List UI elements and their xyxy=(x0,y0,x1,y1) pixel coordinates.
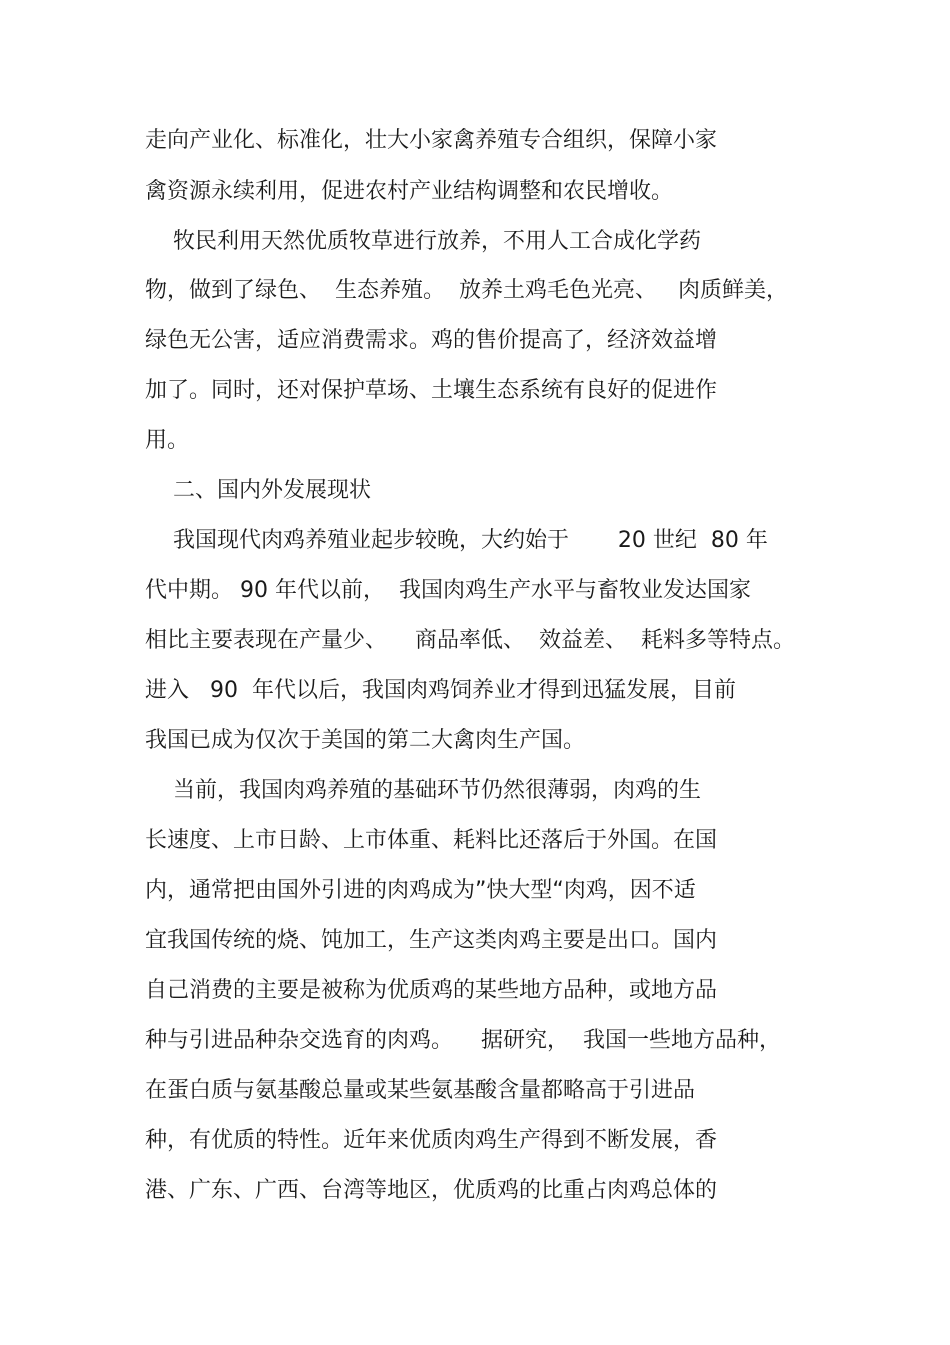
text-line: 我国已成为仅次于美国的第二大禽肉生产国。 xyxy=(145,728,586,753)
text-line: 绿色无公害，适应消费需求。鸡的售价提高了，经济效益增 xyxy=(145,328,718,353)
text-line: 在蛋白质与氨基酸总量或某些氨基酸含量都略高于引进品 xyxy=(145,1078,696,1103)
text-line: 自己消费的主要是被称为优质鸡的某些地方品种，或地方品 xyxy=(145,978,718,1003)
text-line: 宜我国传统的烧、饨加工，生产这类肉鸡主要是出口。国内 xyxy=(145,928,718,953)
text-line: 牧民利用天然优质牧草进行放养，不用人工合成化学药 xyxy=(145,229,701,254)
text-line: 加了。同时，还对保护草场、土壤生态系统有良好的促进作 xyxy=(145,378,718,403)
text-line: 种，有优质的特性。近年来优质肉鸡生产得到不断发展，香 xyxy=(145,1128,718,1153)
text-line: 相比主要表现在产量少、 商品率低、 效益差、 耗料多等特点。 xyxy=(145,628,795,653)
text-line: 禽资源永续利用，促进农村产业结构调整和农民增收。 xyxy=(145,179,674,204)
text-line: 代中期。 90 年代以前， 我国肉鸡生产水平与畜牧业发达国家 xyxy=(145,578,751,603)
text-line: 用。 xyxy=(145,428,190,453)
text-line: 种与引进品种杂交选育的肉鸡。 据研究， 我国一些地方品种， xyxy=(145,1028,781,1053)
text-line: 走向产业化、标准化，壮大小家禽养殖专合组织，保障小家 xyxy=(145,128,718,153)
text-line: 进入 90 年代以后，我国肉鸡饲养业才得到迅猛发展，目前 xyxy=(145,678,736,703)
text-line: 物，做到了绿色、 生态养殖。 放养土鸡毛色光亮、 肉质鲜美， xyxy=(145,278,788,303)
text-line: 港、广东、广西、台湾等地区，优质鸡的比重占肉鸡总体的 xyxy=(145,1178,718,1203)
text-line: 当前，我国肉鸡养殖的基础环节仍然很薄弱，肉鸡的生 xyxy=(145,778,701,803)
text-line: 我国现代肉鸡养殖业起步较晚，大约始于 20 世纪 80 年 xyxy=(145,528,768,553)
section-heading: 二、国内外发展现状 xyxy=(145,478,371,503)
text-line: 内，通常把由国外引进的肉鸡成为”快大型“肉鸡，因不适 xyxy=(145,878,696,903)
text-line: 长速度、上市日龄、上市体重、耗料比还落后于外国。在国 xyxy=(145,828,718,853)
